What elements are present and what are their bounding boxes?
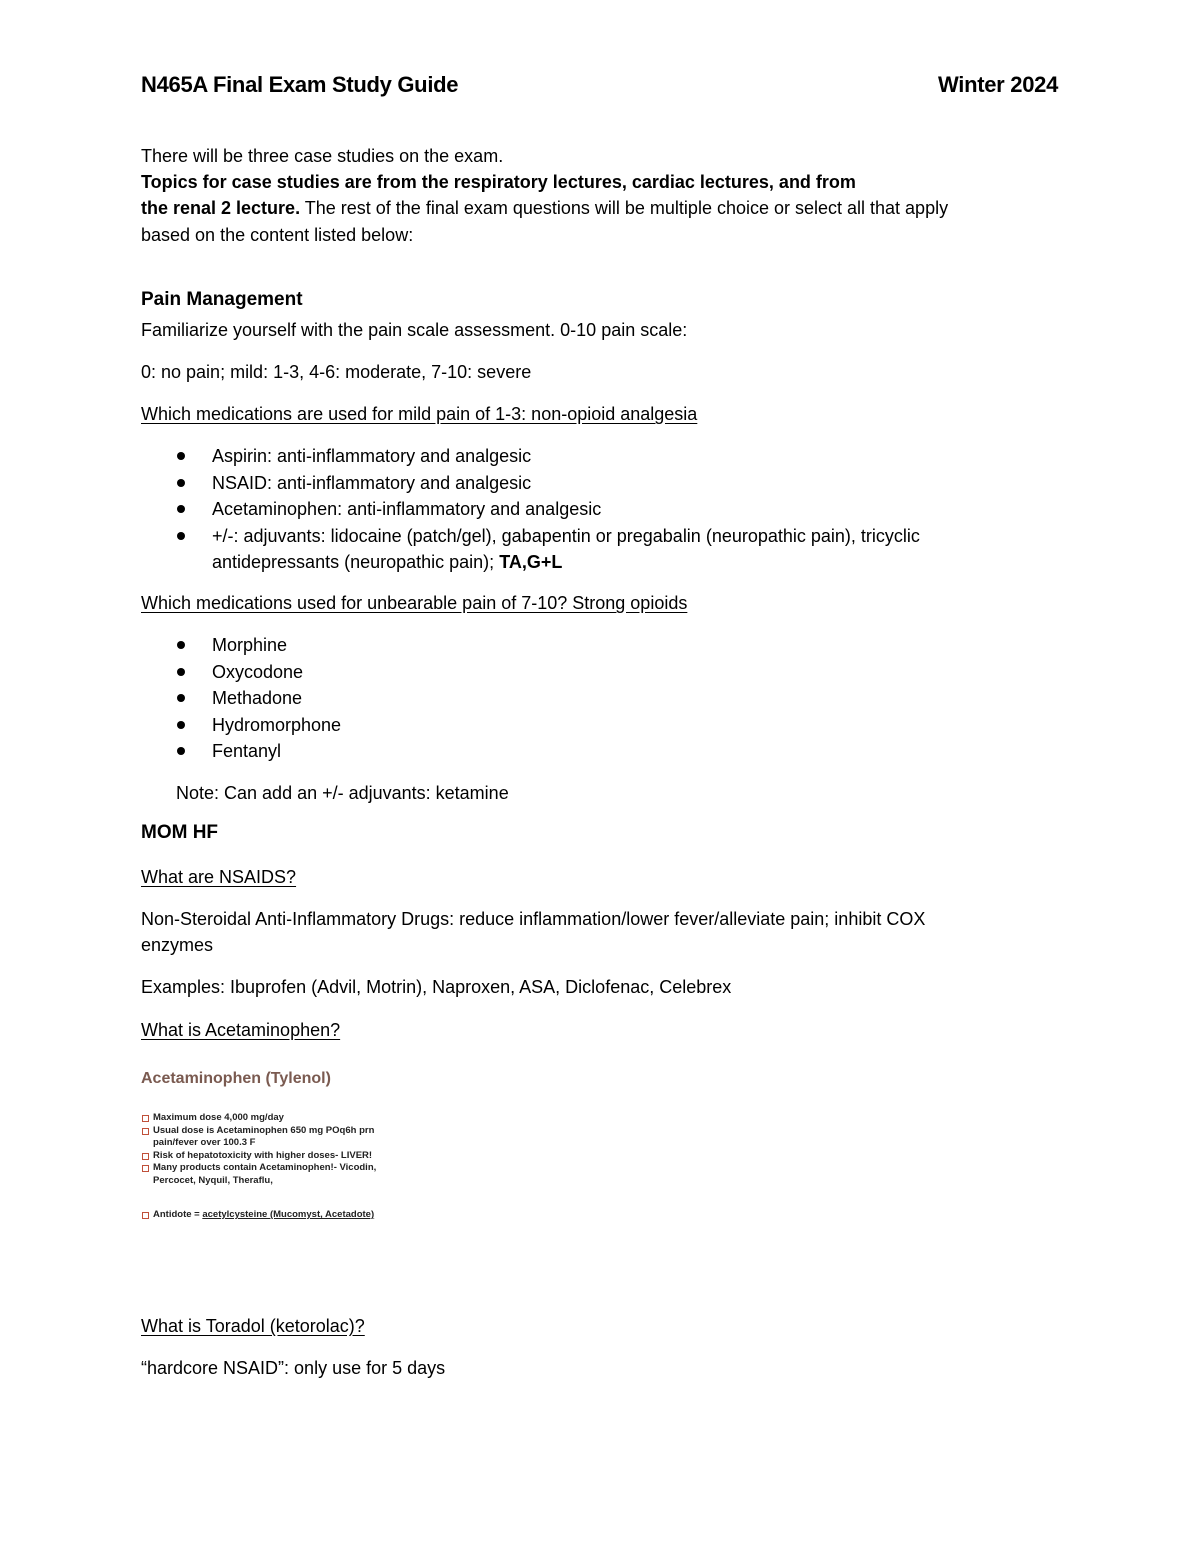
nsaid-definition-2: enzymes [141, 935, 214, 955]
intro-line-1: There will be three case studies on the exam. [141, 146, 504, 166]
bullet-icon [177, 694, 185, 702]
bullet-icon [177, 641, 185, 649]
acetaminophen-question: What is Acetaminophen? [141, 1020, 341, 1040]
list-item: Maximum dose 4,000 mg/day [141, 1112, 376, 1125]
pain-familiarize: Familiarize yourself with the pain scale assessment. 0-10 pain scale: [141, 320, 688, 340]
bullet-icon [177, 668, 185, 676]
intro-line-2: Topics for case studies are from the respiratory lectures, cardiac lectures, and from [141, 172, 856, 192]
list-item: NSAID: anti-inflammatory and analgesic [172, 470, 920, 497]
intro-line-3 [141, 195, 948, 221]
list-item: Hydromorphone [172, 712, 341, 739]
mild-pain-list [172, 443, 920, 576]
bullet-icon [177, 747, 185, 755]
document-title: N465A Final Exam Study Guide [141, 72, 459, 97]
bullet-icon [177, 721, 185, 729]
square-bullet-icon [142, 1212, 149, 1219]
list-item: Aspirin: anti-inflammatory and analgesic [172, 443, 920, 470]
list-item: Fentanyl [172, 738, 341, 765]
severe-pain-list [172, 632, 341, 765]
mom-heading: MOM HF [141, 822, 219, 843]
bullet-icon [177, 505, 185, 513]
list-item: Many products contain Acetaminophen!- Vicodin, Percocet, Nyquil, Theraflu, [141, 1162, 376, 1187]
bullet-icon [177, 452, 185, 460]
list-item: Risk of hepatotoxicity with higher doses- LIVER! [141, 1150, 376, 1163]
intro-line-3-rest: The rest of the final exam questions will be multiple choice or select all that apply [300, 198, 949, 218]
toradol-answer: “hardcore NSAID”: only use for 5 days [141, 1358, 446, 1378]
pain-scale: 0: no pain; mild: 1-3, 4-6: moderate, 7-10: severe [141, 362, 532, 382]
list-item: Antidote = acetylcysteine (Mucomyst, Acetadote) [141, 1209, 376, 1222]
square-bullet-icon [142, 1153, 149, 1160]
pain-heading: Pain Management [141, 289, 303, 310]
list-item: Morphine [172, 632, 341, 659]
nsaid-definition-1: Non-Steroidal Anti-Inflammatory Drugs: reduce inflammation/lower fever/alleviate pain; inhibit COX [141, 909, 926, 929]
list-item: Usual dose is Acetaminophen 650 mg POq6h prn pain/fever over 100.3 F [141, 1125, 376, 1150]
bullet-icon [177, 479, 185, 487]
square-bullet-icon [142, 1128, 149, 1135]
document-term: Winter 2024 [938, 72, 1058, 97]
list-item: +/-: adjuvants: lidocaine (patch/gel), gabapentin or pregabalin (neuropathic pain), tricyclic antidepressants (neuropathic pain); TA,G+L [172, 523, 920, 576]
slide-bullet-list [141, 1112, 376, 1222]
slide-title: Acetaminophen (Tylenol) [141, 1070, 331, 1087]
list-item: Acetaminophen: anti-inflammatory and analgesic [172, 496, 920, 523]
square-bullet-icon [142, 1165, 149, 1172]
severe-pain-question: Which medications used for unbearable pain of 7-10? Strong opioids [141, 593, 688, 613]
bullet-icon [177, 532, 185, 540]
intro-line-3-bold: the renal 2 lecture. [141, 198, 301, 218]
intro-line-4: based on the content listed below: [141, 225, 414, 245]
list-item: Methadone [172, 685, 341, 712]
nsaid-examples: Examples: Ibuprofen (Advil, Motrin), Naproxen, ASA, Diclofenac, Celebrex [141, 977, 732, 997]
list-item: Oxycodone [172, 659, 341, 686]
toradol-question: What is Toradol (ketorolac)? [141, 1316, 365, 1336]
adjuvant-note: Note: Can add an +/- adjuvants: ketamine [176, 783, 509, 803]
nsaid-question: What are NSAIDS? [141, 867, 297, 887]
adjuvant-mnemonic: TA,G+L [499, 552, 563, 572]
mild-pain-question: Which medications are used for mild pain of 1-3: non-opioid analgesia [141, 404, 698, 424]
square-bullet-icon [142, 1115, 149, 1122]
